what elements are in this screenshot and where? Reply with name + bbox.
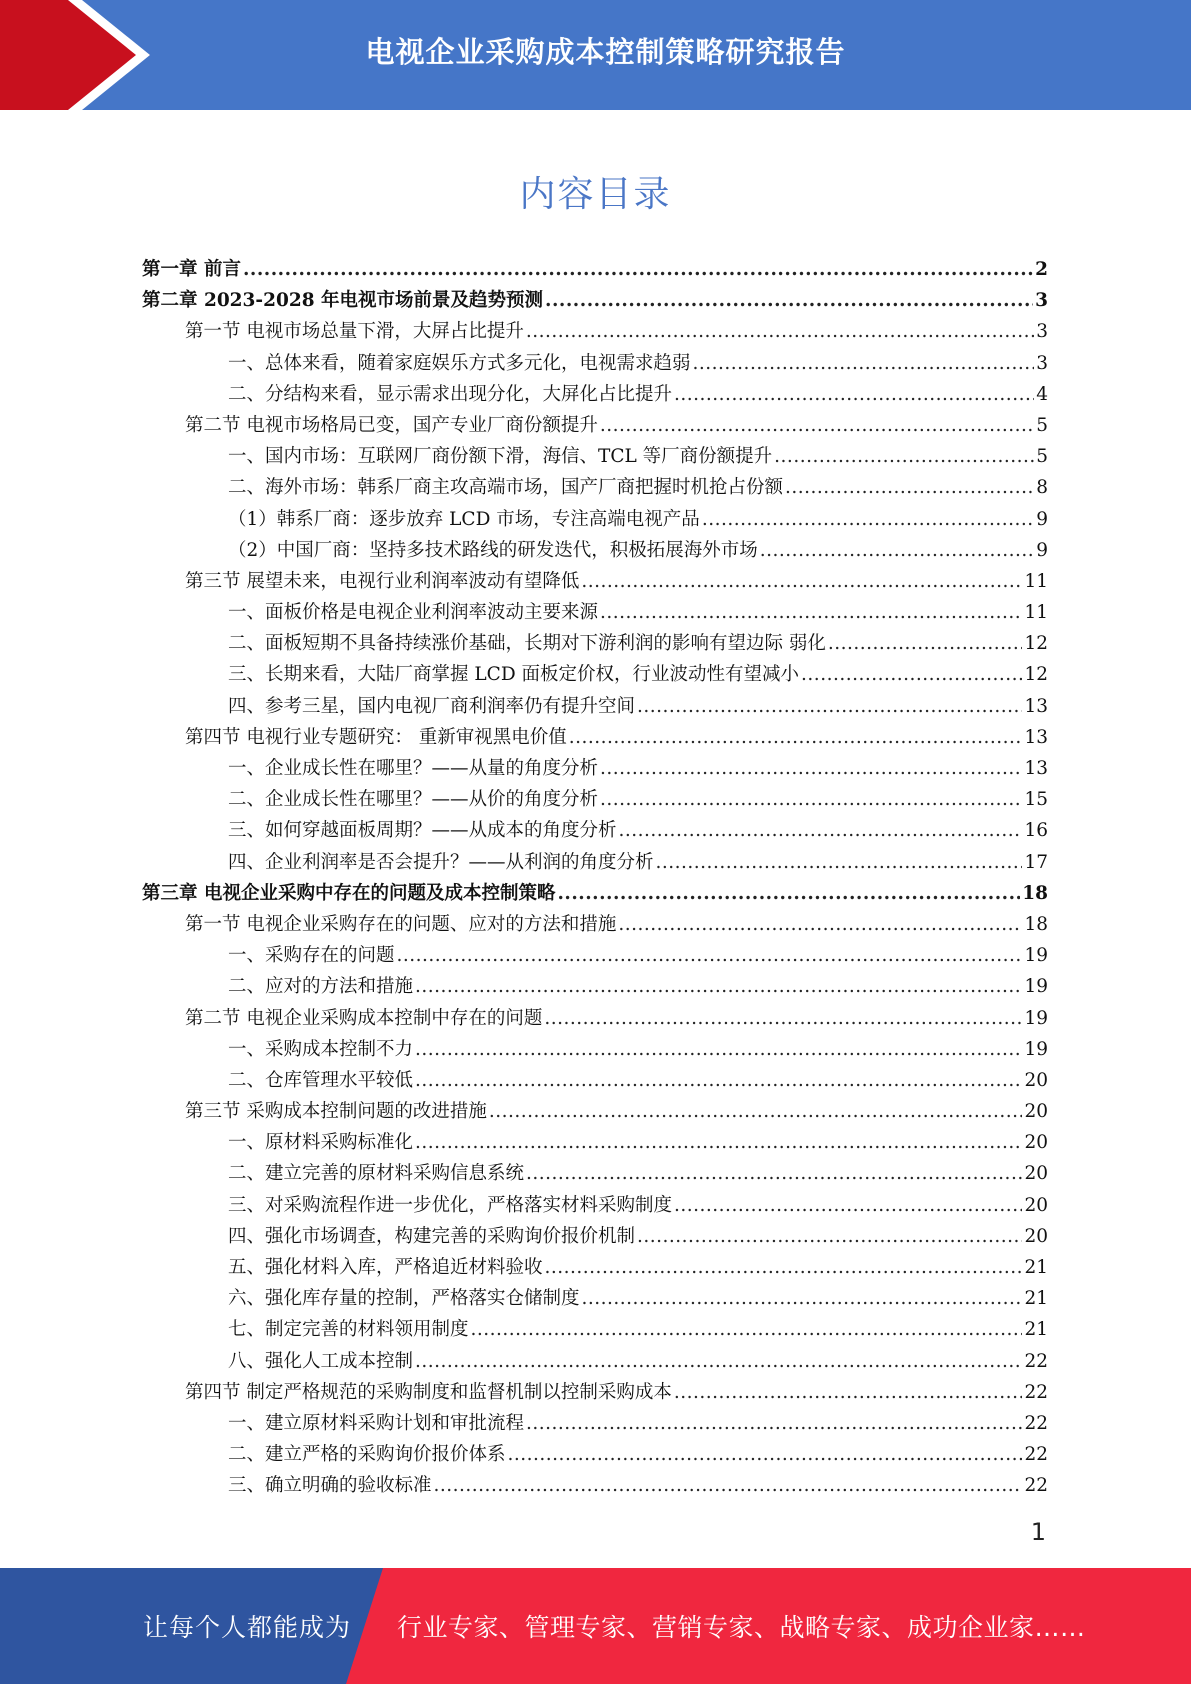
toc-entry[interactable] xyxy=(142,1283,1048,1314)
toc-entry[interactable] xyxy=(142,1158,1048,1189)
toc-dot-leader xyxy=(637,691,1022,722)
toc-entry[interactable] xyxy=(142,878,1048,909)
toc-entry-title: 三、确立明确的验收标准 xyxy=(228,1475,432,1497)
toc-entry-page: 18 xyxy=(1022,882,1048,904)
toc-dot-leader xyxy=(581,566,1022,597)
toc-entry-title: 四、参考三星，国内电视厂商利润率仍有提升空间 xyxy=(228,695,636,717)
page-header xyxy=(0,0,1191,110)
toc-entry-page: 21 xyxy=(1024,1288,1048,1310)
toc-entry[interactable] xyxy=(142,1096,1048,1127)
toc-entry[interactable] xyxy=(142,1065,1048,1096)
toc-entry[interactable] xyxy=(142,254,1048,285)
toc-entry-page: 20 xyxy=(1024,1069,1048,1091)
toc-entry-title: 第一节 电视市场总量下滑，大屏占比提升 xyxy=(185,321,524,343)
toc-entry-title: 第三章 电视企业采购中存在的问题及成本控制策略 xyxy=(142,882,556,904)
toc-entry-page: 20 xyxy=(1024,1225,1048,1247)
toc-entry[interactable] xyxy=(142,1221,1048,1252)
toc-entry-title: 八、强化人工成本控制 xyxy=(228,1350,414,1372)
toc-entry-title: （1）韩系厂商：逐步放弃 LCD 市场，专注高端电视产品 xyxy=(228,508,700,530)
toc-dot-leader xyxy=(582,1283,1023,1314)
toc-entry-title: 四、企业利润率是否会提升？——从利润的角度分析 xyxy=(228,851,654,873)
toc-entry-title: 二、企业成长性在哪里？——从价的角度分析 xyxy=(228,789,599,811)
toc-entry-page: 20 xyxy=(1024,1163,1048,1185)
footer-slogan-right: 行业专家、管理专家、营销专家、战略专家、成功企业家…… xyxy=(397,1613,1086,1642)
toc-dot-leader xyxy=(801,659,1022,690)
toc-entry-title: 二、面板短期不具备持续涨价基础，长期对下游利润的影响有望边际 弱化 xyxy=(228,633,826,655)
toc-dot-leader xyxy=(544,1003,1022,1034)
toc-entry-title: 二、海外市场：韩系厂商主攻高端市场，国产厂商把握时机抢占份额 xyxy=(228,477,784,499)
toc-entry-page: 8 xyxy=(1036,477,1048,499)
toc-entry-page: 5 xyxy=(1036,414,1048,436)
footer-slogan-left: 让每个人都能成为 xyxy=(143,1613,352,1642)
toc-dot-leader xyxy=(674,1190,1022,1221)
table-of-contents xyxy=(142,254,1048,1502)
toc-dot-leader xyxy=(637,1221,1022,1252)
toc-dot-leader xyxy=(545,1252,1023,1283)
toc-entry-page: 22 xyxy=(1024,1412,1048,1434)
toc-dot-leader xyxy=(674,379,1034,410)
toc-entry-title: 一、总体来看，随着家庭娱乐方式多元化，电视需求趋弱 xyxy=(228,352,691,374)
toc-dot-leader xyxy=(600,410,1034,441)
toc-entry-title: 第二章 2023-2028 年电视市场前景及趋势预测 xyxy=(142,290,544,312)
toc-entry-title: 第三节 采购成本控制问题的改进措施 xyxy=(185,1101,487,1123)
toc-dot-leader xyxy=(674,1377,1023,1408)
toc-entry[interactable] xyxy=(142,691,1048,722)
toc-dot-leader xyxy=(471,1314,1023,1345)
toc-entry-title: 一、企业成长性在哪里？——从量的角度分析 xyxy=(228,758,599,779)
toc-dot-leader xyxy=(489,1096,1023,1127)
toc-title: 内容目录 xyxy=(519,174,672,215)
toc-dot-leader xyxy=(693,348,1035,379)
toc-entry-title: 第四节 制定严格规范的采购制度和监督机制以控制采购成本 xyxy=(185,1381,672,1403)
toc-entry-page: 9 xyxy=(1036,539,1048,561)
toc-entry-title: 二、应对的方法和措施 xyxy=(228,976,414,998)
toc-entry-page: 22 xyxy=(1024,1444,1048,1466)
toc-dot-leader xyxy=(569,722,1023,753)
toc-entry[interactable] xyxy=(142,1003,1048,1034)
toc-entry-page: 19 xyxy=(1024,976,1048,998)
toc-entry-title: 一、原材料采购标准化 xyxy=(228,1132,414,1154)
toc-dot-leader xyxy=(526,1158,1022,1189)
toc-dot-leader xyxy=(526,1408,1022,1439)
toc-entry[interactable] xyxy=(142,504,1048,535)
toc-entry[interactable] xyxy=(142,1314,1048,1345)
toc-entry[interactable] xyxy=(142,1346,1048,1377)
toc-entry-page: 3 xyxy=(1035,290,1048,312)
toc-entry-page: 15 xyxy=(1024,789,1048,811)
toc-entry-title: 二、分结构来看，显示需求出现分化，大屏化占比提升 xyxy=(228,383,673,405)
toc-entry[interactable] xyxy=(142,847,1048,878)
toc-entry-title: （2）中国厂商：坚持多技术路线的研发迭代，积极拓展海外市场 xyxy=(228,539,758,561)
toc-entry-title: 六、强化库存量的控制，严格落实仓储制度 xyxy=(228,1288,580,1310)
toc-entry-page: 9 xyxy=(1036,508,1048,530)
toc-entry-title: 第四节 电视行业专题研究： 重新审视黑电价值 xyxy=(185,726,567,748)
toc-dot-leader xyxy=(397,940,1023,971)
toc-dot-leader xyxy=(760,535,1034,566)
toc-entry[interactable] xyxy=(142,285,1048,316)
toc-entry[interactable] xyxy=(142,1127,1048,1158)
toc-entry-title: 一、采购存在的问题 xyxy=(228,945,395,967)
toc-entry[interactable] xyxy=(142,628,1048,659)
toc-entry[interactable] xyxy=(142,410,1048,441)
toc-dot-leader xyxy=(785,472,1034,503)
toc-entry[interactable] xyxy=(142,1408,1048,1439)
toc-entry-page: 3 xyxy=(1036,321,1048,343)
page-number: 1 xyxy=(1030,1518,1046,1546)
toc-entry[interactable] xyxy=(142,815,1048,846)
toc-entry[interactable] xyxy=(142,940,1048,971)
toc-entry-title: 五、强化材料入库，严格追近材料验收 xyxy=(228,1257,543,1278)
toc-entry[interactable] xyxy=(142,379,1048,410)
toc-entry-page: 3 xyxy=(1036,352,1048,374)
toc-entry-page: 13 xyxy=(1024,758,1048,779)
toc-entry-title: 第一节 电视企业采购存在的问题、应对的方法和措施 xyxy=(185,913,617,935)
toc-entry-page: 4 xyxy=(1036,383,1048,405)
toc-entry[interactable] xyxy=(142,348,1048,379)
toc-entry[interactable] xyxy=(142,1470,1048,1501)
toc-entry[interactable] xyxy=(142,597,1048,628)
toc-entry[interactable] xyxy=(142,441,1048,472)
toc-entry[interactable] xyxy=(142,472,1048,503)
toc-entry-page: 19 xyxy=(1024,1007,1048,1029)
toc-entry-title: 第二节 电视市场格局已变，国产专业厂商份额提升 xyxy=(185,414,598,436)
toc-entry-page: 13 xyxy=(1024,726,1048,748)
toc-entry[interactable] xyxy=(142,1377,1048,1408)
toc-entry[interactable] xyxy=(142,784,1048,815)
toc-entry[interactable] xyxy=(142,316,1048,347)
toc-entry-page: 12 xyxy=(1024,633,1048,655)
toc-entry-page: 11 xyxy=(1024,570,1048,592)
toc-dot-leader xyxy=(243,254,1033,285)
toc-dot-leader xyxy=(774,441,1034,472)
toc-dot-leader xyxy=(415,1127,1022,1158)
toc-entry-title: 第二节 电视企业采购成本控制中存在的问题 xyxy=(185,1007,543,1029)
toc-dot-leader xyxy=(526,316,1034,347)
toc-entry-page: 11 xyxy=(1024,602,1048,624)
toc-entry-page: 16 xyxy=(1024,820,1048,842)
toc-entry-title: 三、长期来看，大陆厂商掌握 LCD 面板定价权，行业波动性有望减小 xyxy=(228,664,800,686)
toc-dot-leader xyxy=(600,784,1022,815)
toc-dot-leader xyxy=(508,1439,1023,1470)
toc-entry-page: 20 xyxy=(1024,1132,1048,1154)
toc-entry[interactable] xyxy=(142,1252,1048,1283)
toc-entry-page: 13 xyxy=(1024,695,1048,717)
toc-entry-page: 2 xyxy=(1035,259,1048,280)
toc-dot-leader xyxy=(618,909,1022,940)
toc-dot-leader xyxy=(557,878,1020,909)
toc-entry-title: 一、采购成本控制不力 xyxy=(228,1038,414,1060)
toc-entry-title: 二、建立严格的采购询价报价体系 xyxy=(228,1444,506,1466)
toc-entry-title: 第一章 前言 xyxy=(142,259,241,280)
toc-entry[interactable] xyxy=(142,535,1048,566)
toc-entry[interactable] xyxy=(142,1439,1048,1470)
report-title: 电视企业采购成本控制策略研究报告 xyxy=(365,35,846,69)
toc-entry-title: 第三节 展望未来，电视行业利润率波动有望降低 xyxy=(185,570,580,592)
toc-entry-title: 三、对采购流程作进一步优化，严格落实材料采购制度 xyxy=(228,1194,673,1216)
toc-entry[interactable] xyxy=(142,1034,1048,1065)
toc-dot-leader xyxy=(600,597,1022,628)
toc-dot-leader xyxy=(828,628,1023,659)
toc-entry-page: 22 xyxy=(1024,1381,1048,1403)
toc-dot-leader xyxy=(415,1034,1022,1065)
toc-entry-page: 5 xyxy=(1036,446,1048,468)
toc-entry-title: 一、国内市场：互联网厂商份额下滑，海信、TCL 等厂商份额提升 xyxy=(228,446,773,468)
toc-dot-leader xyxy=(415,1065,1022,1096)
toc-entry-page: 12 xyxy=(1024,664,1048,686)
toc-dot-leader xyxy=(415,971,1022,1002)
toc-entry-page: 22 xyxy=(1024,1350,1048,1372)
toc-dot-leader xyxy=(656,847,1023,878)
toc-entry-page: 19 xyxy=(1024,945,1048,967)
toc-dot-leader xyxy=(545,285,1033,316)
toc-entry-page: 20 xyxy=(1024,1101,1048,1123)
toc-dot-leader xyxy=(434,1470,1023,1501)
toc-entry[interactable] xyxy=(142,909,1048,940)
toc-dot-leader xyxy=(702,504,1034,535)
toc-entry-page: 21 xyxy=(1024,1319,1048,1341)
toc-dot-leader xyxy=(415,1346,1022,1377)
toc-entry-title: 二、仓库管理水平较低 xyxy=(228,1069,414,1091)
toc-entry[interactable] xyxy=(142,1190,1048,1221)
toc-entry[interactable] xyxy=(142,722,1048,753)
toc-entry[interactable] xyxy=(142,971,1048,1002)
toc-entry-page: 18 xyxy=(1024,913,1048,935)
toc-entry-page: 20 xyxy=(1024,1194,1048,1216)
toc-entry[interactable] xyxy=(142,566,1048,597)
toc-entry-title: 一、面板价格是电视企业利润率波动主要来源 xyxy=(228,602,599,624)
toc-entry-page: 22 xyxy=(1024,1475,1048,1497)
toc-entry-title: 二、建立完善的原材料采购信息系统 xyxy=(228,1163,525,1185)
page-footer xyxy=(0,1568,1191,1684)
toc-dot-leader xyxy=(600,753,1022,784)
toc-entry-page: 21 xyxy=(1024,1257,1048,1278)
toc-entry[interactable] xyxy=(142,753,1048,784)
toc-entry-title: 七、制定完善的材料领用制度 xyxy=(228,1319,469,1341)
toc-entry-page: 17 xyxy=(1024,851,1048,873)
toc-entry-title: 一、建立原材料采购计划和审批流程 xyxy=(228,1412,525,1434)
toc-dot-leader xyxy=(619,815,1023,846)
toc-entry-page: 19 xyxy=(1024,1038,1048,1060)
toc-entry-title: 四、强化市场调查，构建完善的采购询价报价机制 xyxy=(228,1225,636,1247)
toc-entry-title: 三、如何穿越面板周期？——从成本的角度分析 xyxy=(228,820,617,842)
toc-entry[interactable] xyxy=(142,659,1048,690)
